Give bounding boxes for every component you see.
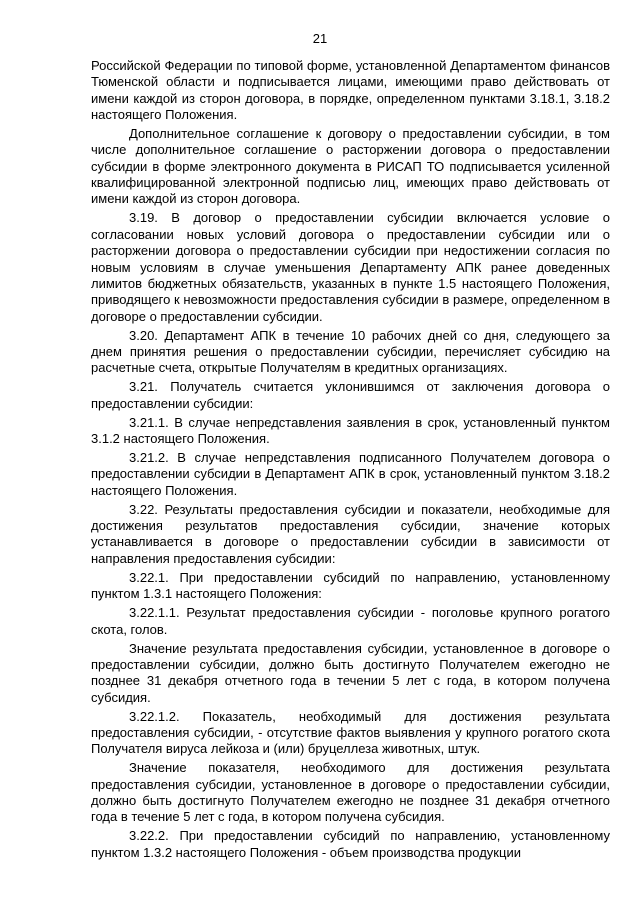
paragraph-3-22-1-2: 3.22.1.2. Показатель, необходимый для достижения результата предоставления субсидии, - отсутствие фактов выявления у крупного рогатого скота Получателя вируса лейкоза и (или) бруцеллеза животных, штук. bbox=[91, 708, 610, 757]
paragraph-indicator-value: Значение показателя, необходимого для достижения результата предоставления субсидии, установленное в договоре о предоставлении субсидии, должно быть достигнуто Получателем ежегодно не позднее 31 декабря отчетного года в течение 5 лет с года, в котором получена субсидия. bbox=[91, 760, 610, 825]
paragraph-3-20: 3.20. Департамент АПК в течение 10 рабочих дней со дня, следующего за днем принятия решения о предоставлении субсидии, перечисляет субсидию на расчетные счета, открытые Получателям в кредитных организациях. bbox=[91, 327, 610, 376]
paragraph-additional-agreement: Дополнительное соглашение к договору о предоставлении субсидии, в том числе дополнительное соглашение о расторжении договора о предоставлении субсидии в форме электронного документа в РИСАП ТО подписывается усиленной квалифицированной электронной подписью лиц, имеющих право действовать от имени каждой из сторон договора. bbox=[91, 126, 610, 207]
paragraph-3-19: 3.19. В договор о предоставлении субсидии включается условие о согласовании новых условий договора о предоставлении субсидии или о расторжении договора о предоставлении субсидии при недостижении согласия по новым условиям в случае уменьшения Департаменту АПК ранее доведенных лимитов бюджетных обязательств, указанных в пункте 1.5 настоящего Положения, приводящего к невозможности предоставления субсидии в размере, определенном в договоре о предоставлении субсидии. bbox=[91, 210, 610, 324]
paragraph-3-21: 3.21. Получатель считается уклонившимся от заключения договора о предоставлении субсидии: bbox=[91, 379, 610, 411]
paragraph-3-21-2: 3.21.2. В случае непредставления подписанного Получателем договора о предоставлении субсидии в Департамент АПК в срок, установленный пунктом 3.18.2 настоящего Положения. bbox=[91, 450, 610, 498]
paragraph-3-22-1: 3.22.1. При предоставлении субсидий по направлению, установленному пунктом 1.3.1 настоящего Положения: bbox=[91, 569, 610, 602]
paragraph-3-22-2: 3.22.2. При предоставлении субсидий по направлению, установленному пунктом 1.3.2 настоящего Положения - объем производства продукции bbox=[91, 828, 610, 860]
paragraph-3-22: 3.22. Результаты предоставления субсидии и показатели, необходимые для достижения результатов предоставления субсидии, значение которых устанавливается в договоре о предоставлении субсидии в зависимости от направления предоставления субсидии: bbox=[91, 501, 610, 566]
paragraph-continuation: Российской Федерации по типовой форме, установленной Департаментом финансов Тюменской области и подписывается лицами, имеющими право действовать от имени каждой из сторон договора, в порядке, определенном пунктами 3.18.1, 3.18.2 настоящего Положения. bbox=[91, 58, 610, 123]
paragraph-result-value: Значение результата предоставления субсидии, установленное в договоре о предоставлении субсидии, должно быть достигнуто Получателем ежегодно не позднее 31 декабря отчетного года в течении 5 лет с года, в котором получена субсидия. bbox=[91, 640, 610, 705]
page-number: 21 bbox=[312, 31, 328, 46]
paragraph-3-22-1-1: 3.22.1.1. Результат предоставления субсидии - поголовье крупного рогатого скота, голов. bbox=[91, 605, 610, 637]
document-body bbox=[91, 58, 610, 864]
paragraph-3-21-1: 3.21.1. В случае непредставления заявления в срок, установленный пунктом 3.1.2 настоящего Положения. bbox=[91, 414, 610, 446]
